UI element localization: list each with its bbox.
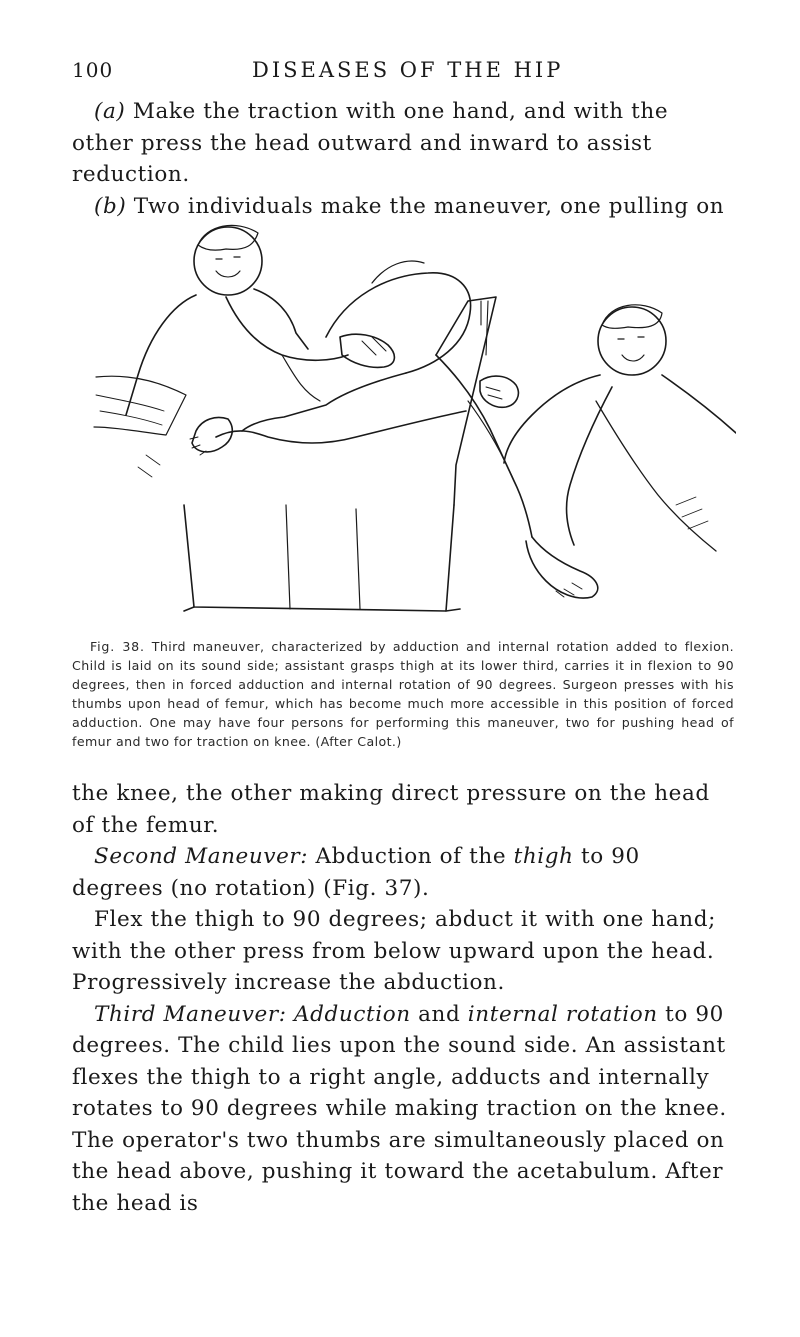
paragraph-a: [72, 96, 732, 191]
child-leg-upper: [216, 411, 466, 443]
item-a-label: (a): [94, 99, 126, 124]
third-maneuver-text: to 90 degrees. The child lies upon the sound side. An assistant flexes the thigh to a right angle, adducts and internally rotates to 90 degrees while making traction on the knee. The operator's two thumbs are simultaneously placed on the head above, pushing it toward the acetabulum. After the head is: [72, 1001, 727, 1216]
figure-label: Fig. 38.: [90, 639, 145, 654]
assistant-hair: [602, 305, 662, 328]
third-maneuver-internal-rotation: internal rotation: [467, 1001, 658, 1027]
second-maneuver-text-b: to 90 degrees (no rotation) (Fig. 37).: [72, 844, 640, 901]
cloth-fold: [94, 376, 186, 435]
surgeon-hair: [198, 225, 258, 250]
item-b-label: (b): [94, 193, 127, 219]
paragraph-flex-instructions: Flex the thigh to 90 degrees; abduct it with one hand; with the other press from below upward upon the head. Progressively increase the abduction.: [72, 907, 716, 995]
assistant-back: [662, 375, 736, 433]
third-maneuver-and: and: [410, 1001, 468, 1027]
assistant-body: [596, 401, 716, 551]
page-number: 100: [72, 58, 114, 82]
table-drape: [184, 505, 454, 611]
intro-paragraphs: [72, 96, 732, 222]
second-maneuver-text-a: Abduction of the: [308, 844, 514, 869]
figure-caption: [72, 637, 734, 751]
main-paragraphs: [72, 778, 732, 1219]
item-a-text: Make the traction with one hand, and with the other press the head outward and inward to assist reduction.: [72, 99, 669, 187]
assistant-arm-right: [567, 387, 612, 545]
child-buttocks: [326, 273, 471, 373]
child-foot-raised: [526, 537, 598, 598]
figure-caption-text: Third maneuver, characterized by adduction and internal rotation added to flexion. Child is laid on its sound side; assistant grasps thigh at its lower third, carries it in flexion to 90 degrees, then in forced adduction and internal rotation of 90 degrees. Surgeon presses with his thumbs upon head of femur, which has become much more accessible in this position of forced adduction. One may have four persons for performing this maneuver, two for pushing head of femur and two for traction on knee. (After Calot.): [72, 639, 734, 749]
second-maneuver-title: Second Maneuver:: [94, 844, 309, 869]
second-maneuver-thigh: thigh: [513, 844, 574, 869]
item-b-text: Two individuals make the maneuver, one pulling on: [126, 193, 725, 219]
paragraph-continuation: the knee, the other making direct pressure on the head of the femur.: [72, 781, 710, 838]
surgeon-head: [194, 227, 262, 295]
paragraph-second-maneuver: [72, 841, 732, 904]
paragraph-third-maneuver: [72, 999, 732, 1220]
third-maneuver-adduction: Adduction: [294, 1001, 411, 1027]
child-thigh-raised: [436, 355, 532, 537]
page-header: [72, 58, 728, 88]
child-foot: [192, 418, 232, 452]
running-head: DISEASES OF THE HIP: [252, 58, 564, 82]
figure-illustration: [76, 205, 736, 623]
assistant-hand: [480, 376, 518, 407]
surgeon-shoulder: [254, 289, 308, 349]
child-leg-lower: [242, 373, 406, 431]
assistant-head: [598, 307, 666, 375]
third-maneuver-title: Third Maneuver:: [94, 1001, 287, 1027]
third-maneuver-drawing: [76, 205, 736, 623]
